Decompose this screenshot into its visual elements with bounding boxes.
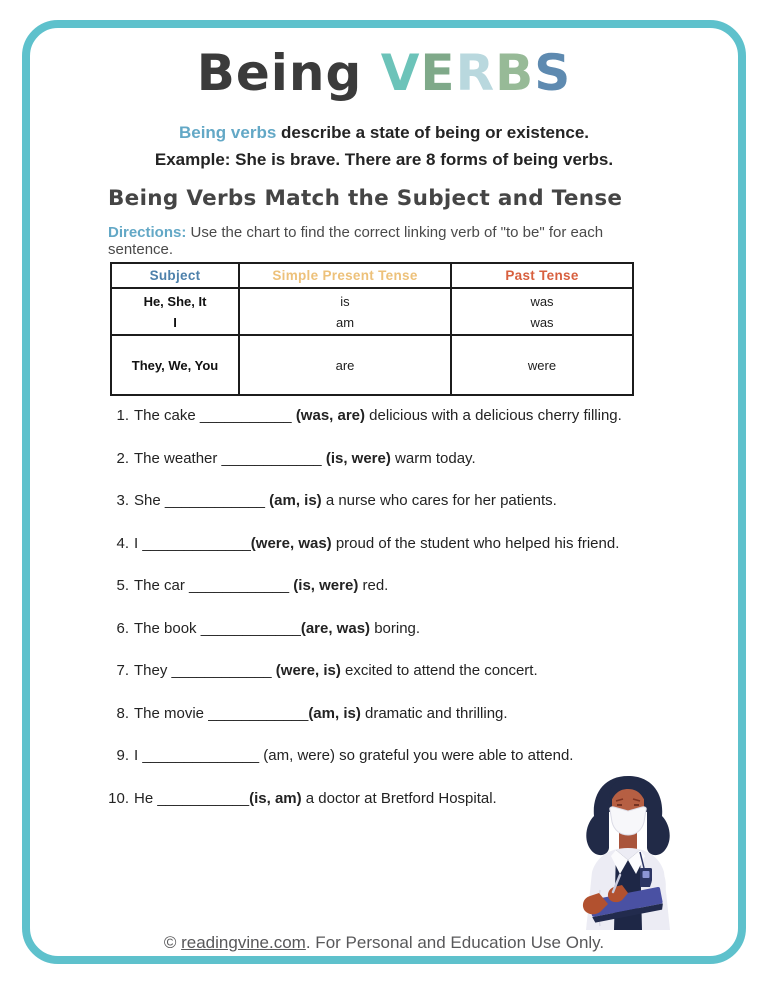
title-letter: E xyxy=(420,44,456,102)
sentence-number: 5. xyxy=(116,577,129,594)
chart-cell-subject: They, We, You xyxy=(111,335,239,395)
sentence-item xyxy=(102,451,708,468)
title-word-verbs xyxy=(381,44,572,102)
sentence-item xyxy=(102,706,708,723)
sentence-text: I _____________(were, was) proud of the student who helped his friend. xyxy=(134,534,620,552)
chart-body xyxy=(111,288,633,395)
sentence-text: They ____________ (were, is) excited to attend the concert. xyxy=(134,662,538,679)
answer-options: (is, were) xyxy=(293,577,359,594)
answer-options: (am, is) xyxy=(308,704,361,722)
sentence-number: 8. xyxy=(116,704,129,722)
sentence-text: She ____________ (am, is) a nurse who cares for her patients. xyxy=(134,492,557,509)
footer-credit xyxy=(0,933,768,953)
chart-row xyxy=(111,288,633,335)
answer-options: (were, is) xyxy=(275,662,341,679)
chart-header-cell: Simple Present Tense xyxy=(239,263,451,288)
title-letter: R xyxy=(455,44,496,102)
directions xyxy=(108,224,666,258)
title-letter: S xyxy=(534,44,572,102)
chart-header-cell: Past Tense xyxy=(451,263,633,288)
face-mask xyxy=(610,807,647,835)
directions-label: Directions: xyxy=(108,224,187,241)
sentence-text: The cake ___________ (was, are) delicious with a delicious cherry filling. xyxy=(134,407,622,424)
sentence-text: The book ____________(are, was) boring. xyxy=(134,619,421,637)
answer-options: (am, were) xyxy=(263,747,335,764)
page-title xyxy=(0,44,768,102)
being-verbs-chart xyxy=(110,262,634,396)
sentence-number: 10. xyxy=(108,789,129,807)
intro-line-2: Example: She is brave. There are 8 forms of being verbs. xyxy=(154,150,614,169)
sentence-item xyxy=(102,536,708,553)
sentence-item xyxy=(102,578,708,595)
sentence-item xyxy=(102,663,708,680)
chart-header-cell: Subject xyxy=(111,263,239,288)
intro-line1-rest: describe a state of being or existence. xyxy=(276,123,590,142)
sentence-number: 6. xyxy=(116,619,129,637)
readingvine-link[interactable]: readingvine.com xyxy=(181,933,306,952)
answer-options: (am, is) xyxy=(269,492,322,509)
sentence-text: The movie ____________(am, is) dramatic and thrilling. xyxy=(134,704,508,722)
directions-text: Use the chart to find the correct linking verb of "to be" for each sentence. xyxy=(108,224,604,258)
sentence-number: 4. xyxy=(116,534,129,552)
sentence-item xyxy=(102,748,708,765)
sentence-item xyxy=(102,408,708,425)
title-letter: V xyxy=(380,44,421,102)
intro-text xyxy=(0,119,768,173)
sentence-text: I ______________ (am, were) so grateful you were able to attend. xyxy=(134,747,574,764)
title-letter: B xyxy=(495,44,535,102)
doctor-illustration xyxy=(556,770,700,934)
sentence-number: 7. xyxy=(116,662,129,679)
chart-cell-subject: He, She, It I xyxy=(111,288,239,335)
sentence-number: 9. xyxy=(116,747,129,764)
sentence-item xyxy=(102,621,708,638)
section-heading: Being Verbs Match the Subject and Tense xyxy=(108,186,623,211)
answer-options: (were, was) xyxy=(250,534,332,552)
chart-row xyxy=(111,335,633,395)
chart-cell-present: is am xyxy=(239,288,451,335)
intro-highlight: Being verbs xyxy=(178,123,277,142)
chart-cell-past: was was xyxy=(451,288,633,335)
sentence-number: 1. xyxy=(116,407,129,424)
chart-header-row xyxy=(111,263,633,288)
sentence-number: 3. xyxy=(116,492,129,509)
answer-options: (was, are) xyxy=(295,407,366,424)
answer-options: (is, were) xyxy=(325,449,391,467)
sentence-text: The car ____________ (is, were) red. xyxy=(134,577,389,594)
sentence-text: The weather ____________ (is, were) warm today. xyxy=(134,449,476,467)
footer-suffix: . For Personal and Education Use Only. xyxy=(305,933,605,952)
sentence-text: He ___________(is, am) a doctor at Bretford Hospital. xyxy=(134,789,497,807)
sentence-number: 2. xyxy=(116,449,129,467)
title-word-being: Being xyxy=(196,44,363,102)
answer-options: (are, was) xyxy=(300,619,371,637)
answer-options: (is, am) xyxy=(249,789,302,807)
sentence-item xyxy=(102,493,708,510)
copyright-symbol: © xyxy=(163,933,182,952)
chart-cell-present: are xyxy=(239,335,451,395)
chart-cell-past: were xyxy=(451,335,633,395)
intro-line-1 xyxy=(0,119,768,146)
